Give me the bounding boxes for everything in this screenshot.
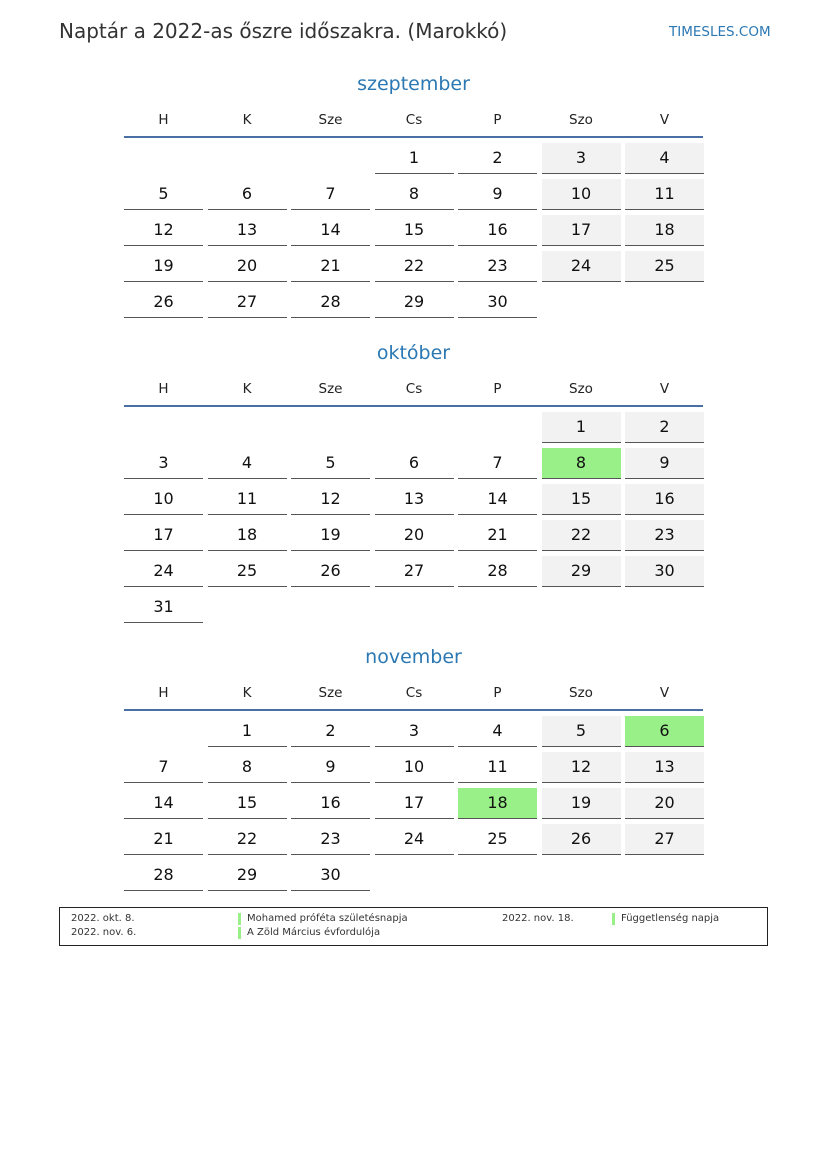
day-cell: 11: [458, 752, 537, 783]
day-cell: 12: [124, 215, 203, 246]
day-cell: 25: [208, 556, 287, 587]
day-cell: 5: [124, 179, 203, 210]
day-cell: 29: [542, 556, 621, 587]
day-cell: 26: [124, 287, 203, 318]
site-link[interactable]: TIMESLES.COM: [669, 24, 771, 40]
day-cell: 5: [291, 448, 370, 479]
day-cell: 14: [124, 788, 203, 819]
day-cell: 3: [124, 448, 203, 479]
weekday-label: V: [659, 112, 670, 128]
weekday-label: P: [493, 685, 502, 701]
day-cell: 9: [458, 179, 537, 210]
weekday-label: Szo: [569, 685, 593, 701]
day-cell: 20: [208, 251, 287, 282]
month-name: november: [365, 646, 462, 668]
day-cell: 27: [625, 824, 704, 855]
header-rule: [124, 405, 703, 407]
day-cell: 16: [458, 215, 537, 246]
day-cell: 13: [375, 484, 454, 515]
day-cell: 27: [375, 556, 454, 587]
header-rule: [124, 709, 703, 711]
month-name: október: [376, 342, 451, 364]
day-cell: 17: [375, 788, 454, 819]
day-cell: 7: [291, 179, 370, 210]
day-cell: 4: [458, 716, 537, 747]
day-cell: 19: [542, 788, 621, 819]
day-cell: 21: [291, 251, 370, 282]
day-cell: 14: [458, 484, 537, 515]
day-cell: 19: [291, 520, 370, 551]
weekday-label: V: [659, 685, 670, 701]
day-cell: 15: [208, 788, 287, 819]
day-cell: 12: [291, 484, 370, 515]
day-cell: 15: [375, 215, 454, 246]
day-cell: 1: [542, 412, 621, 443]
day-cell: 3: [375, 716, 454, 747]
day-cell: 2: [291, 716, 370, 747]
day-cell: 23: [458, 251, 537, 282]
day-cell: 1: [375, 143, 454, 174]
day-cell: 18: [625, 215, 704, 246]
day-cell: 30: [625, 556, 704, 587]
day-cell: 16: [291, 788, 370, 819]
weekday-label: Sze: [318, 112, 343, 128]
day-cell: 9: [291, 752, 370, 783]
holiday-legend: [59, 907, 768, 946]
legend-holiday-name: A Zöld Március évfordulója: [238, 927, 380, 939]
day-cell: 23: [291, 824, 370, 855]
weekday-label: Szo: [569, 112, 593, 128]
weekday-label: K: [242, 112, 252, 128]
day-cell: 29: [208, 860, 287, 891]
weekday-label: H: [158, 685, 169, 701]
legend-date: 2022. okt. 8.: [71, 913, 135, 924]
day-cell: 1: [208, 716, 287, 747]
weekday-label: V: [659, 381, 670, 397]
weekday-label: Sze: [318, 381, 343, 397]
legend-date: 2022. nov. 18.: [502, 913, 574, 924]
day-cell: 6: [208, 179, 287, 210]
day-cell: 2: [625, 412, 704, 443]
day-cell: 4: [625, 143, 704, 174]
month-name: szeptember: [357, 73, 470, 95]
day-cell: 20: [375, 520, 454, 551]
day-cell: 6: [375, 448, 454, 479]
day-cell: 29: [375, 287, 454, 318]
weekday-label: K: [242, 381, 252, 397]
day-cell: 12: [542, 752, 621, 783]
weekday-header: [124, 378, 703, 400]
day-cell: 31: [124, 592, 203, 623]
day-cell: 9: [625, 448, 704, 479]
page-title: Naptár a 2022-as őszre időszakra. (Marokkó): [59, 19, 508, 43]
weekday-header: [124, 682, 703, 704]
day-cell: 18: [208, 520, 287, 551]
day-cell: 24: [124, 556, 203, 587]
day-cell: 16: [625, 484, 704, 515]
day-cell: 17: [542, 215, 621, 246]
day-cell: 27: [208, 287, 287, 318]
day-cell: 2: [458, 143, 537, 174]
weekday-label: H: [158, 381, 169, 397]
weekday-label: Cs: [405, 685, 423, 701]
day-cell: 5: [542, 716, 621, 747]
holiday-day-cell: 6: [625, 716, 704, 747]
weekday-header: [124, 109, 703, 131]
day-cell: 21: [458, 520, 537, 551]
day-cell: 14: [291, 215, 370, 246]
holiday-day-cell: 18: [458, 788, 537, 819]
day-cell: 23: [625, 520, 704, 551]
day-cell: 30: [291, 860, 370, 891]
day-cell: 10: [375, 752, 454, 783]
day-cell: 28: [458, 556, 537, 587]
day-cell: 8: [208, 752, 287, 783]
day-cell: 7: [458, 448, 537, 479]
day-cell: 22: [375, 251, 454, 282]
holiday-day-cell: 8: [542, 448, 621, 479]
day-cell: 17: [124, 520, 203, 551]
weekday-label: Cs: [405, 112, 423, 128]
day-cell: 28: [291, 287, 370, 318]
weekday-label: P: [493, 381, 502, 397]
day-cell: 22: [542, 520, 621, 551]
day-cell: 20: [625, 788, 704, 819]
day-cell: 10: [124, 484, 203, 515]
legend-date: 2022. nov. 6.: [71, 927, 137, 938]
day-cell: 11: [625, 179, 704, 210]
legend-holiday-name: Mohamed próféta születésnapja: [238, 913, 408, 925]
day-cell: 13: [208, 215, 287, 246]
day-cell: 15: [542, 484, 621, 515]
day-cell: 21: [124, 824, 203, 855]
weekday-label: Cs: [405, 381, 423, 397]
day-cell: 26: [291, 556, 370, 587]
weekday-label: K: [242, 685, 252, 701]
weekday-label: H: [158, 112, 169, 128]
day-cell: 4: [208, 448, 287, 479]
day-cell: 30: [458, 287, 537, 318]
day-cell: 28: [124, 860, 203, 891]
day-cell: 3: [542, 143, 621, 174]
day-cell: 7: [124, 752, 203, 783]
weekday-label: P: [493, 112, 502, 128]
day-cell: 11: [208, 484, 287, 515]
day-cell: 26: [542, 824, 621, 855]
day-cell: 10: [542, 179, 621, 210]
weekday-label: Szo: [569, 381, 593, 397]
weekday-label: Sze: [318, 685, 343, 701]
header-rule: [124, 136, 703, 138]
day-cell: 13: [625, 752, 704, 783]
day-cell: 25: [625, 251, 704, 282]
legend-holiday-name: Függetlenség napja: [612, 913, 719, 925]
day-cell: 22: [208, 824, 287, 855]
day-cell: 24: [542, 251, 621, 282]
day-cell: 25: [458, 824, 537, 855]
day-cell: 8: [375, 179, 454, 210]
day-cell: 19: [124, 251, 203, 282]
day-cell: 24: [375, 824, 454, 855]
